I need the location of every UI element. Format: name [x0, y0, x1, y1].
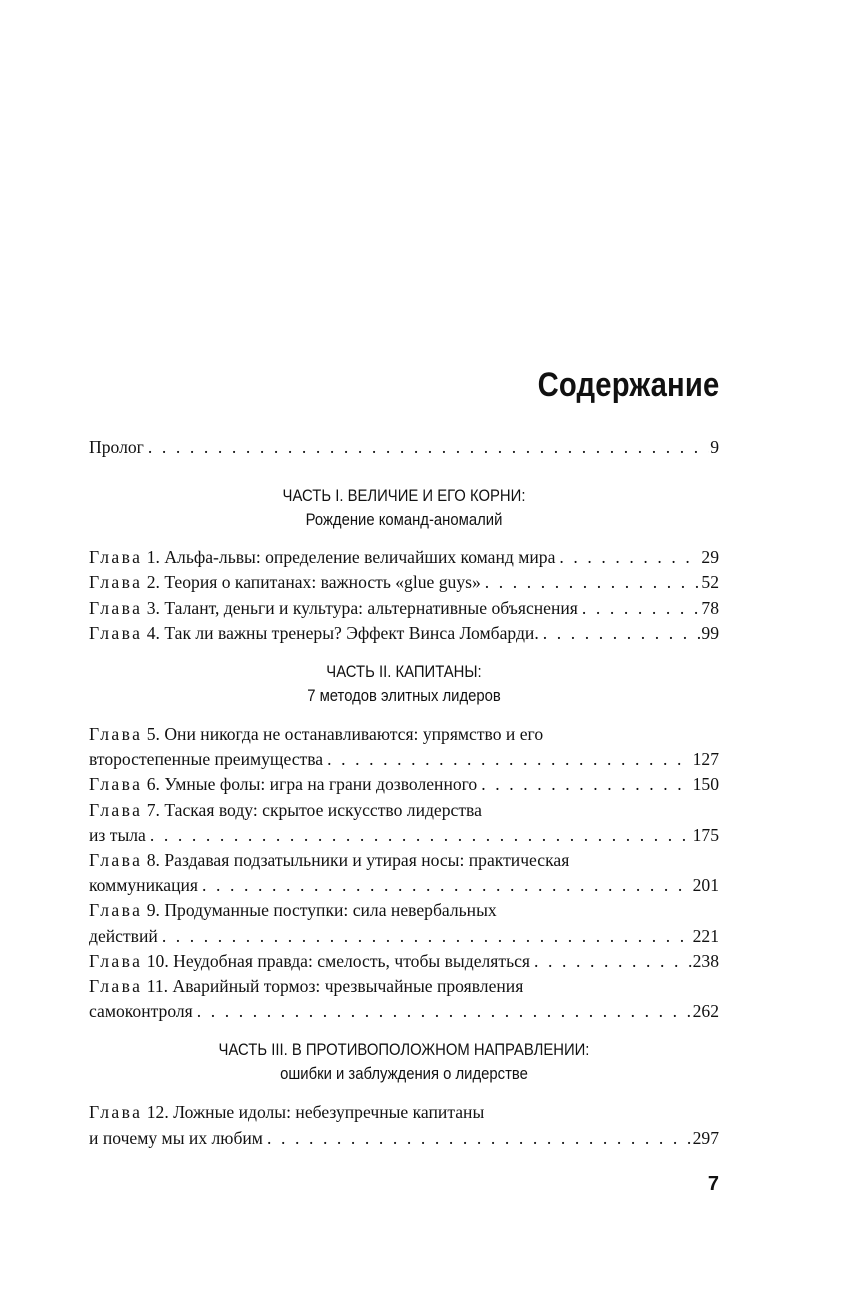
chapter-title: Талант, деньги и культура: альтернативные объяснения: [164, 597, 578, 618]
chapter-title: Теория о капитанах: важность «glue guys»: [164, 572, 481, 593]
chapter-label: Глава: [89, 547, 143, 568]
chapter-number: 5.: [146, 724, 160, 745]
dot-leader: [148, 435, 709, 460]
chapter-title: Так ли важны тренеры? Эффект Винса Ломбарди.: [164, 622, 539, 643]
toc-entry-chapter-11[interactable]: [89, 974, 719, 1024]
entry-page: 127: [692, 749, 719, 770]
dot-leader: [327, 747, 692, 772]
part-heading-3: [89, 1038, 719, 1086]
chapter-title: Продуманные поступки: сила невербальных: [164, 900, 497, 921]
part-heading-2: [89, 660, 719, 708]
toc-entry-prologue[interactable]: [89, 435, 719, 460]
entry-title: Пролог: [89, 437, 144, 457]
chapter-number: 11.: [146, 976, 169, 997]
chapter-label: Глава: [89, 572, 143, 593]
entry-page: 9: [710, 437, 719, 457]
chapter-title-continued: действий: [89, 925, 158, 946]
chapter-title: Аварийный тормоз: чрезвычайные проявления: [172, 976, 524, 997]
dot-leader: [197, 999, 692, 1024]
chapter-number: 4.: [146, 622, 160, 643]
entry-page: 201: [692, 875, 719, 896]
chapter-title: Неудобная правда: смелость, чтобы выделяться: [173, 950, 530, 971]
part-heading-1: [89, 484, 719, 532]
toc-entry-chapter-6[interactable]: [89, 772, 719, 797]
chapter-label: Глава: [89, 622, 143, 643]
part-subtitle: 7 методов элитных лидеров: [307, 687, 501, 706]
chapter-number: 10.: [146, 950, 169, 971]
chapter-title: Раздавая подзатыльники и утирая носы: практическая: [164, 850, 570, 871]
chapter-title-continued: коммуникация: [89, 875, 199, 896]
dot-leader: [534, 949, 692, 974]
toc-entry-chapter-1[interactable]: [89, 545, 719, 570]
page-title: Содержание: [537, 366, 719, 404]
entry-page: 297: [692, 1127, 719, 1148]
dot-leader: [162, 924, 692, 949]
entry-page: 262: [692, 1001, 719, 1022]
chapter-title: Они никогда не останавливаются: упрямство и его: [164, 724, 544, 745]
chapter-number: 8.: [146, 850, 160, 871]
toc-entry-chapter-2[interactable]: [89, 570, 719, 595]
chapter-title-continued: самоконтроля: [89, 1001, 193, 1022]
chapter-number: 7.: [146, 799, 160, 820]
chapter-title: Ложные идолы: небезупречные капитаны: [173, 1102, 485, 1123]
chapter-title-continued: и почему мы их любим: [89, 1127, 263, 1148]
chapter-title: Таская воду: скрытое искусство лидерства: [164, 799, 482, 820]
entry-page: 29: [701, 547, 719, 568]
toc-entry-chapter-8[interactable]: [89, 848, 719, 898]
part-title: ЧАСТЬ III. В ПРОТИВОПОЛОЖНОМ НАПРАВЛЕНИИ:: [218, 1041, 590, 1060]
dot-leader: [150, 823, 692, 848]
entry-page: 52: [701, 572, 719, 593]
chapter-number: 9.: [146, 900, 160, 921]
toc-entry-chapter-9[interactable]: [89, 898, 719, 948]
dot-leader: [485, 570, 701, 595]
chapter-number: 6.: [146, 774, 160, 795]
chapter-number: 3.: [146, 597, 160, 618]
chapter-title-continued: из тыла: [89, 824, 146, 845]
page-number: 7: [707, 1173, 719, 1195]
dot-leader: [481, 772, 691, 797]
dot-leader: [267, 1126, 692, 1151]
toc-entry-chapter-12[interactable]: [89, 1100, 719, 1150]
dot-leader: [582, 596, 701, 621]
chapter-label: Глава: [89, 597, 143, 618]
chapter-label: Глава: [89, 976, 143, 997]
toc-entry-chapter-10[interactable]: [89, 949, 719, 974]
toc-entry-chapter-3[interactable]: [89, 596, 719, 621]
chapter-number: 12.: [146, 1102, 169, 1123]
part-title: ЧАСТЬ I. ВЕЛИЧИЕ И ЕГО КОРНИ:: [282, 487, 526, 506]
chapter-label: Глава: [89, 900, 143, 921]
entry-page: 150: [692, 774, 719, 795]
chapter-label: Глава: [89, 774, 143, 795]
chapter-label: Глава: [89, 950, 143, 971]
chapter-title-continued: второстепенные преимущества: [89, 749, 324, 770]
entry-page: 99: [701, 622, 719, 643]
toc-entry-chapter-7[interactable]: [89, 798, 719, 848]
table-of-contents: [89, 435, 719, 1151]
chapter-label: Глава: [89, 850, 143, 871]
chapter-title: Альфа-львы: определение величайших команд мира: [164, 547, 556, 568]
dot-leader: [202, 873, 692, 898]
chapter-number: 1.: [146, 547, 160, 568]
dot-leader: [543, 621, 701, 646]
toc-entry-chapter-4[interactable]: [89, 621, 719, 646]
part-subtitle: Рождение команд-аномалий: [305, 511, 503, 530]
chapter-label: Глава: [89, 799, 143, 820]
part-title: ЧАСТЬ II. КАПИТАНЫ:: [326, 663, 482, 682]
chapter-number: 2.: [146, 572, 160, 593]
part-subtitle: ошибки и заблуждения о лидерстве: [280, 1065, 528, 1084]
entry-page: 238: [692, 950, 719, 971]
chapter-label: Глава: [89, 1102, 143, 1123]
chapter-title: Умные фолы: игра на грани дозволенного: [164, 774, 478, 795]
entry-page: 175: [692, 824, 719, 845]
dot-leader: [559, 545, 700, 570]
entry-page: 221: [692, 925, 719, 946]
entry-page: 78: [701, 597, 719, 618]
chapter-label: Глава: [89, 724, 143, 745]
toc-entry-chapter-5[interactable]: [89, 722, 719, 772]
